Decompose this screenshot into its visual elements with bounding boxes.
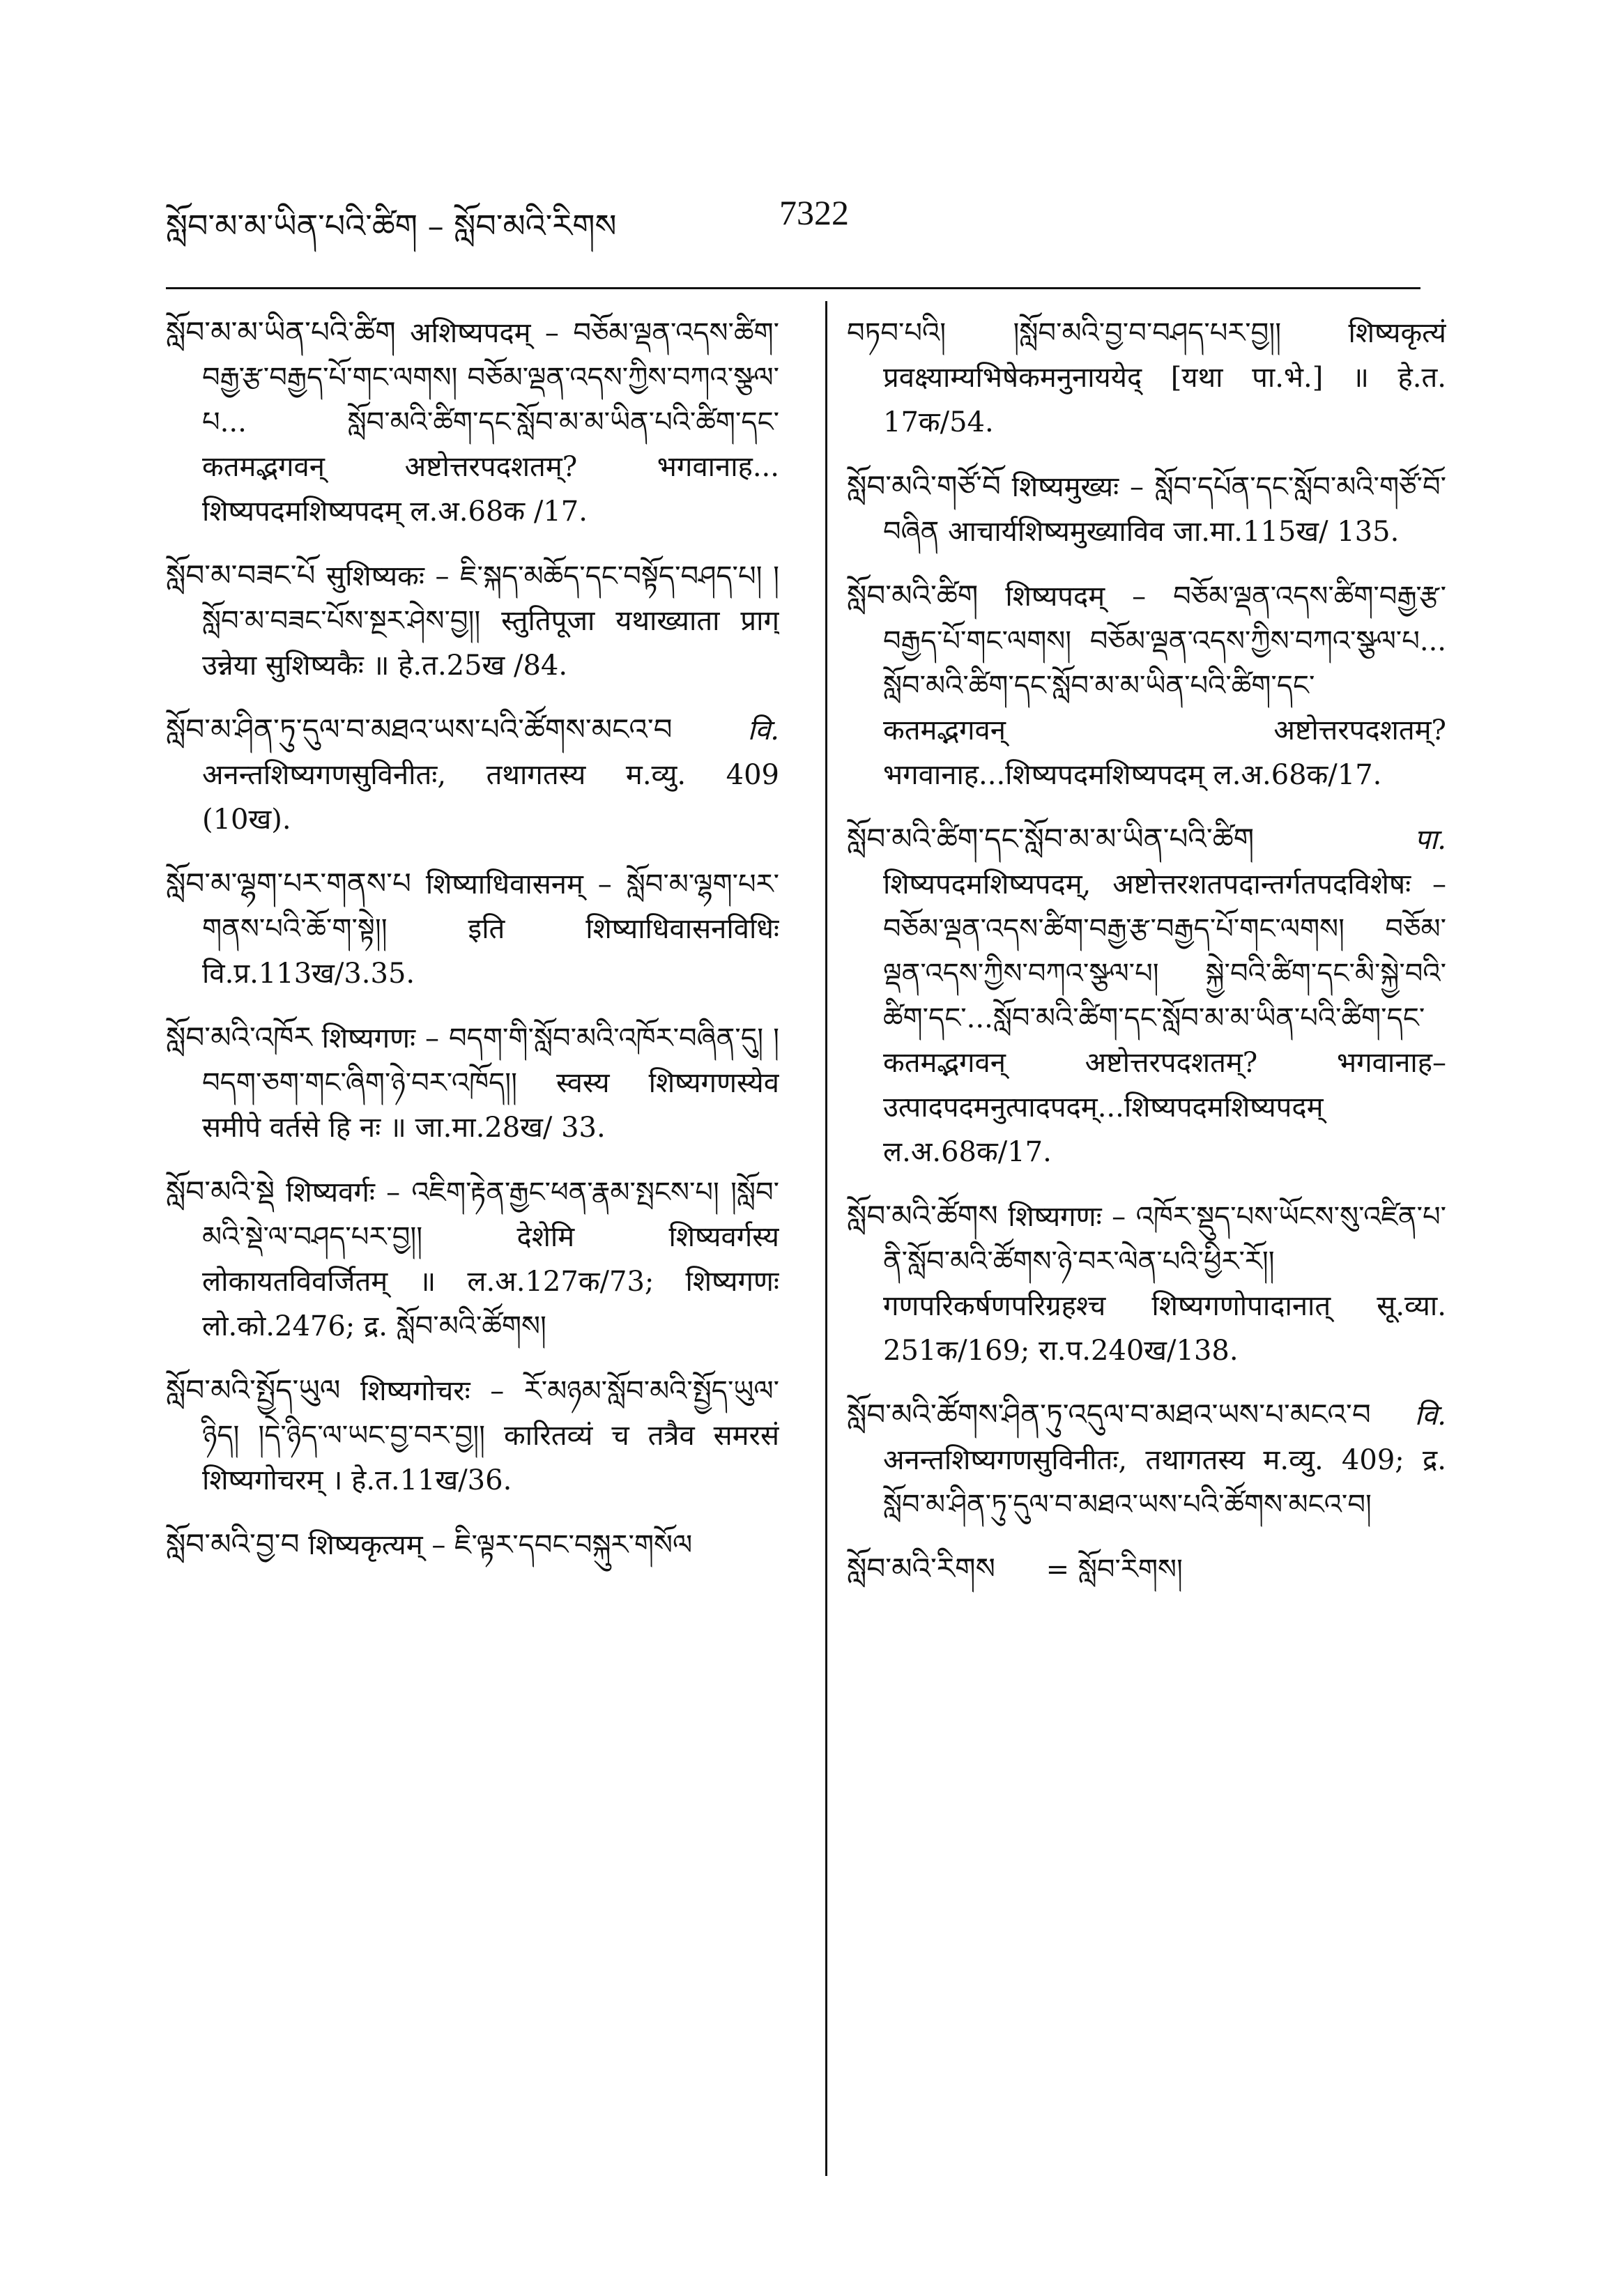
dictionary-entry — [847, 817, 1446, 1174]
dictionary-entry — [166, 1170, 779, 1349]
dictionary-entry-continued — [847, 310, 1446, 445]
entry-headword: སློབ་མའི་སྤྱོད་ཡུལ — [166, 1373, 341, 1407]
dictionary-entry — [847, 1194, 1446, 1373]
dictionary-entry — [166, 1015, 779, 1150]
dictionary-entry — [847, 1393, 1446, 1527]
dictionary-entry — [847, 464, 1446, 554]
entry-definition: अनन्तशिष्यगणसुविनीतः, तथागतस्य म.व्यु. 409 (10ख). — [202, 759, 779, 836]
entry-headword: སློབ་མ་བཟང་པོ — [166, 558, 316, 592]
entry-headword: སློབ་མའི་འཁོར — [166, 1020, 312, 1055]
entry-definition: शिष्याधिवासनम् – སློབ་མ་ལྷག་པར་གནས་པའི་ཆོ་ག་སྟེ།། इति शिष्याधिवासनविधिः वि.प्र.113ख/3.35. — [202, 868, 779, 990]
cross-reference: = སློབ་རིགས། — [1045, 1554, 1183, 1586]
dictionary-entry — [166, 1522, 779, 1568]
entry-definition: अनन्तशिष्यगणसुविनीतः, तथागतस्य म.व्यु. 409; द्र. སློབ་མ་ཤིན་ཏུ་དུལ་བ་མཐའ་ཡས་པའི་ཚོགས་མངའ་བ། — [883, 1444, 1446, 1521]
grammar-label: वि. — [747, 714, 779, 746]
right-column — [847, 310, 1446, 2206]
entry-headword: སློབ་མའི་སྡེ — [166, 1174, 275, 1209]
dictionary-entry — [166, 1368, 779, 1503]
entry-definition: शिष्यगणः – འཁོར་སྡུད་པས་ཡོངས་སུ་འཛིན་པ་ནི་སློབ་མའི་ཚོགས་ཉེ་བར་ལེན་པའི་ཕྱིར་རོ།། गणपरिकर्षणपरिग्रहश्च शिष्यगणोपादानात् सू.व्या. 251क/169; रा.प.240ख/138. — [883, 1201, 1446, 1367]
header-rule — [166, 287, 1420, 289]
entry-definition: शिष्यकृत्यम् – ཇི་ལྟར་དབང་བསྐུར་གསོལ — [308, 1529, 693, 1561]
entry-headword: སློབ་མ་ལྷག་པར་གནས་པ — [166, 866, 411, 900]
entry-headword: སློབ་མའི་རིགས — [847, 1551, 995, 1586]
entry-definition: शिष्यपदमशिष्यपदम्, अष्टोत्तरशतपदान्तर्गतपदविशेषः – བཅོམ་ལྡན་འདས་ཚིག་བརྒྱ་རྩ་བརྒྱད་པོ་གང་ལགས། བཅོམ་ལྡན་འདས་ཀྱིས་བཀའ་སྩལ་པ། སྐྱེ་བའི་ཚིག་དང་མི་སྐྱེ་བའི་ཚིག་དང་...སློབ་མའི་ཚིག་དང་སློབ་མ་མ་ཡིན་པའི་ཚིག་དང་ कतमद्भगवन् अष्टोत्तरपदशतम्? भगवानाह–उत्पादपदमनुत्पादपदम्...शिष्यपदमशिष्यपदम् ल.अ.68क/17. — [883, 868, 1446, 1168]
entry-headword: སློབ་མའི་ཚོགས — [847, 1199, 998, 1233]
dictionary-entry — [166, 553, 779, 688]
entry-headword: སློབ་མའི་བྱ་བ — [166, 1527, 300, 1561]
page-number: 7322 — [779, 193, 849, 232]
entry-headword: སློབ་མའི་ཚོགས་ཤིན་ཏུ་འདུལ་བ་མཐའ་ཡས་པ་མངའ་བ — [847, 1397, 1371, 1432]
entry-headword: སློབ་མའི་གཙོ་བོ — [847, 469, 1001, 503]
column-divider — [825, 301, 827, 2176]
grammar-label: पा. — [1414, 824, 1446, 856]
entry-headword: སློབ་མ་ཤིན་ཏུ་དུལ་བ་མཐའ་ཡས་པའི་ཚོགས་མངའ་བ — [166, 712, 673, 746]
dictionary-entry — [166, 861, 779, 996]
dictionary-entry — [847, 574, 1446, 797]
grammar-label: वि. — [1414, 1400, 1446, 1432]
entry-headword: སློབ་མའི་ཚིག་དང་སློབ་མ་མ་ཡིན་པའི་ཚིག — [847, 822, 1255, 856]
dictionary-entry — [166, 707, 779, 842]
entry-definition: अशिष्यपदम् – བཅོམ་ལྡན་འདས་ཚིག་བརྒྱ་རྩ་བརྒྱད་པོ་གང་ལགས། བཅོམ་ལྡན་འདས་ཀྱིས་བཀའ་སྩལ་པ... སློབ་མའི་ཚིག་དང་སློབ་མ་མ་ཡིན་པའི་ཚིག་དང་ कतमद्भगवन् अष्टोत्तरपदशतम्? भगवानाह... शिष्यपदमशिष्यपदम् ल.अ.68क /17. — [202, 317, 779, 528]
dictionary-entry — [847, 1547, 1446, 1592]
entry-definition: सुशिष्यकः – ཇི་སྐད་མཆོད་དང་བསྟོད་བཤད་པ། །སློབ་མ་བཟང་པོས་སྔར་ཤེས་བྱ།། स्तुतिपूजा यथाख्याता प्राग् उन्नेया सुशिष्यकैः ॥ हे.त.25ख /84. — [202, 560, 779, 682]
dictionary-entry — [166, 310, 779, 534]
entry-headword: སློབ་མ་མ་ཡིན་པའི་ཚིག — [166, 315, 396, 349]
running-head: སློབ་མ་མ་ཡིན་པའི་ཚིག – སློབ་མའི་རིགས — [166, 207, 617, 245]
page-header — [166, 183, 1420, 252]
entry-definition: བཏབ་པའི། །སློབ་མའི་བྱ་བ་བཤད་པར་བྱ།། शिष्यकृत्यं प्रवक्ष्याम्यभिषेकमनुनाययेद् [यथा पा.भे.] ॥ हे.त. 17क/54. — [847, 317, 1446, 438]
entry-definition: शिष्यगोचरः – རོ་མཉམ་སློབ་མའི་སྤྱོད་ཡུལ་ཉིད། །དེ་ཉིད་ལ་ཡང་བྱ་བར་བྱ།། कारितव्यं च तत्रैव समरसं शिष्यगोचरम् । हे.त.11ख/36. — [202, 1375, 779, 1496]
entry-definition: शिष्यवर्गः – འཇིག་རྟེན་རྒྱང་ཕན་རྣམ་སྤངས་པ། །སློབ་མའི་སྡེ་ལ་བཤད་པར་བྱ།། देशेमि शिष्यवर्गस्य लोकायतविवर्जितम् ॥ ल.अ.127क/73; शिष्यगणः लो.को.2476; द्र. སློབ་མའི་ཚོགས། — [202, 1177, 779, 1342]
left-column — [166, 310, 779, 2206]
entry-definition: शिष्यपदम् – བཅོམ་ལྡན་འདས་ཚིག་བརྒྱ་རྩ་བརྒྱད་པོ་གང་ལགས། བཅོམ་ལྡན་འདས་ཀྱིས་བཀའ་སྩལ་པ... སློབ་མའི་ཚིག་དང་སློབ་མ་མ་ཡིན་པའི་ཚིག་དང་ कतमद्भगवन् अष्टोत्तरपदशतम्? भगवानाह...शिष्यपदमशिष्यपदम् ल.अ.68क/17. — [883, 581, 1446, 791]
entry-definition: शिष्यगणः – བདག་གི་སློབ་མའི་འཁོར་བཞིན་དུ། །བདག་ཅག་གང་ཞིག་ཉེ་བར་འཁོད།། स्वस्य शिष्यगणस्येव समीपे वर्तसे हि नः ॥ जा.मा.28ख/ 33. — [202, 1022, 779, 1144]
entry-headword: སློབ་མའི་ཚིག — [847, 578, 979, 613]
entry-definition: शिष्यमुख्यः – སློབ་དཔོན་དང་སློབ་མའི་གཙོ་བོ་བཞིན आचार्यशिष्यमुख्याविव जा.मा.115ख/ 135. — [883, 471, 1446, 548]
